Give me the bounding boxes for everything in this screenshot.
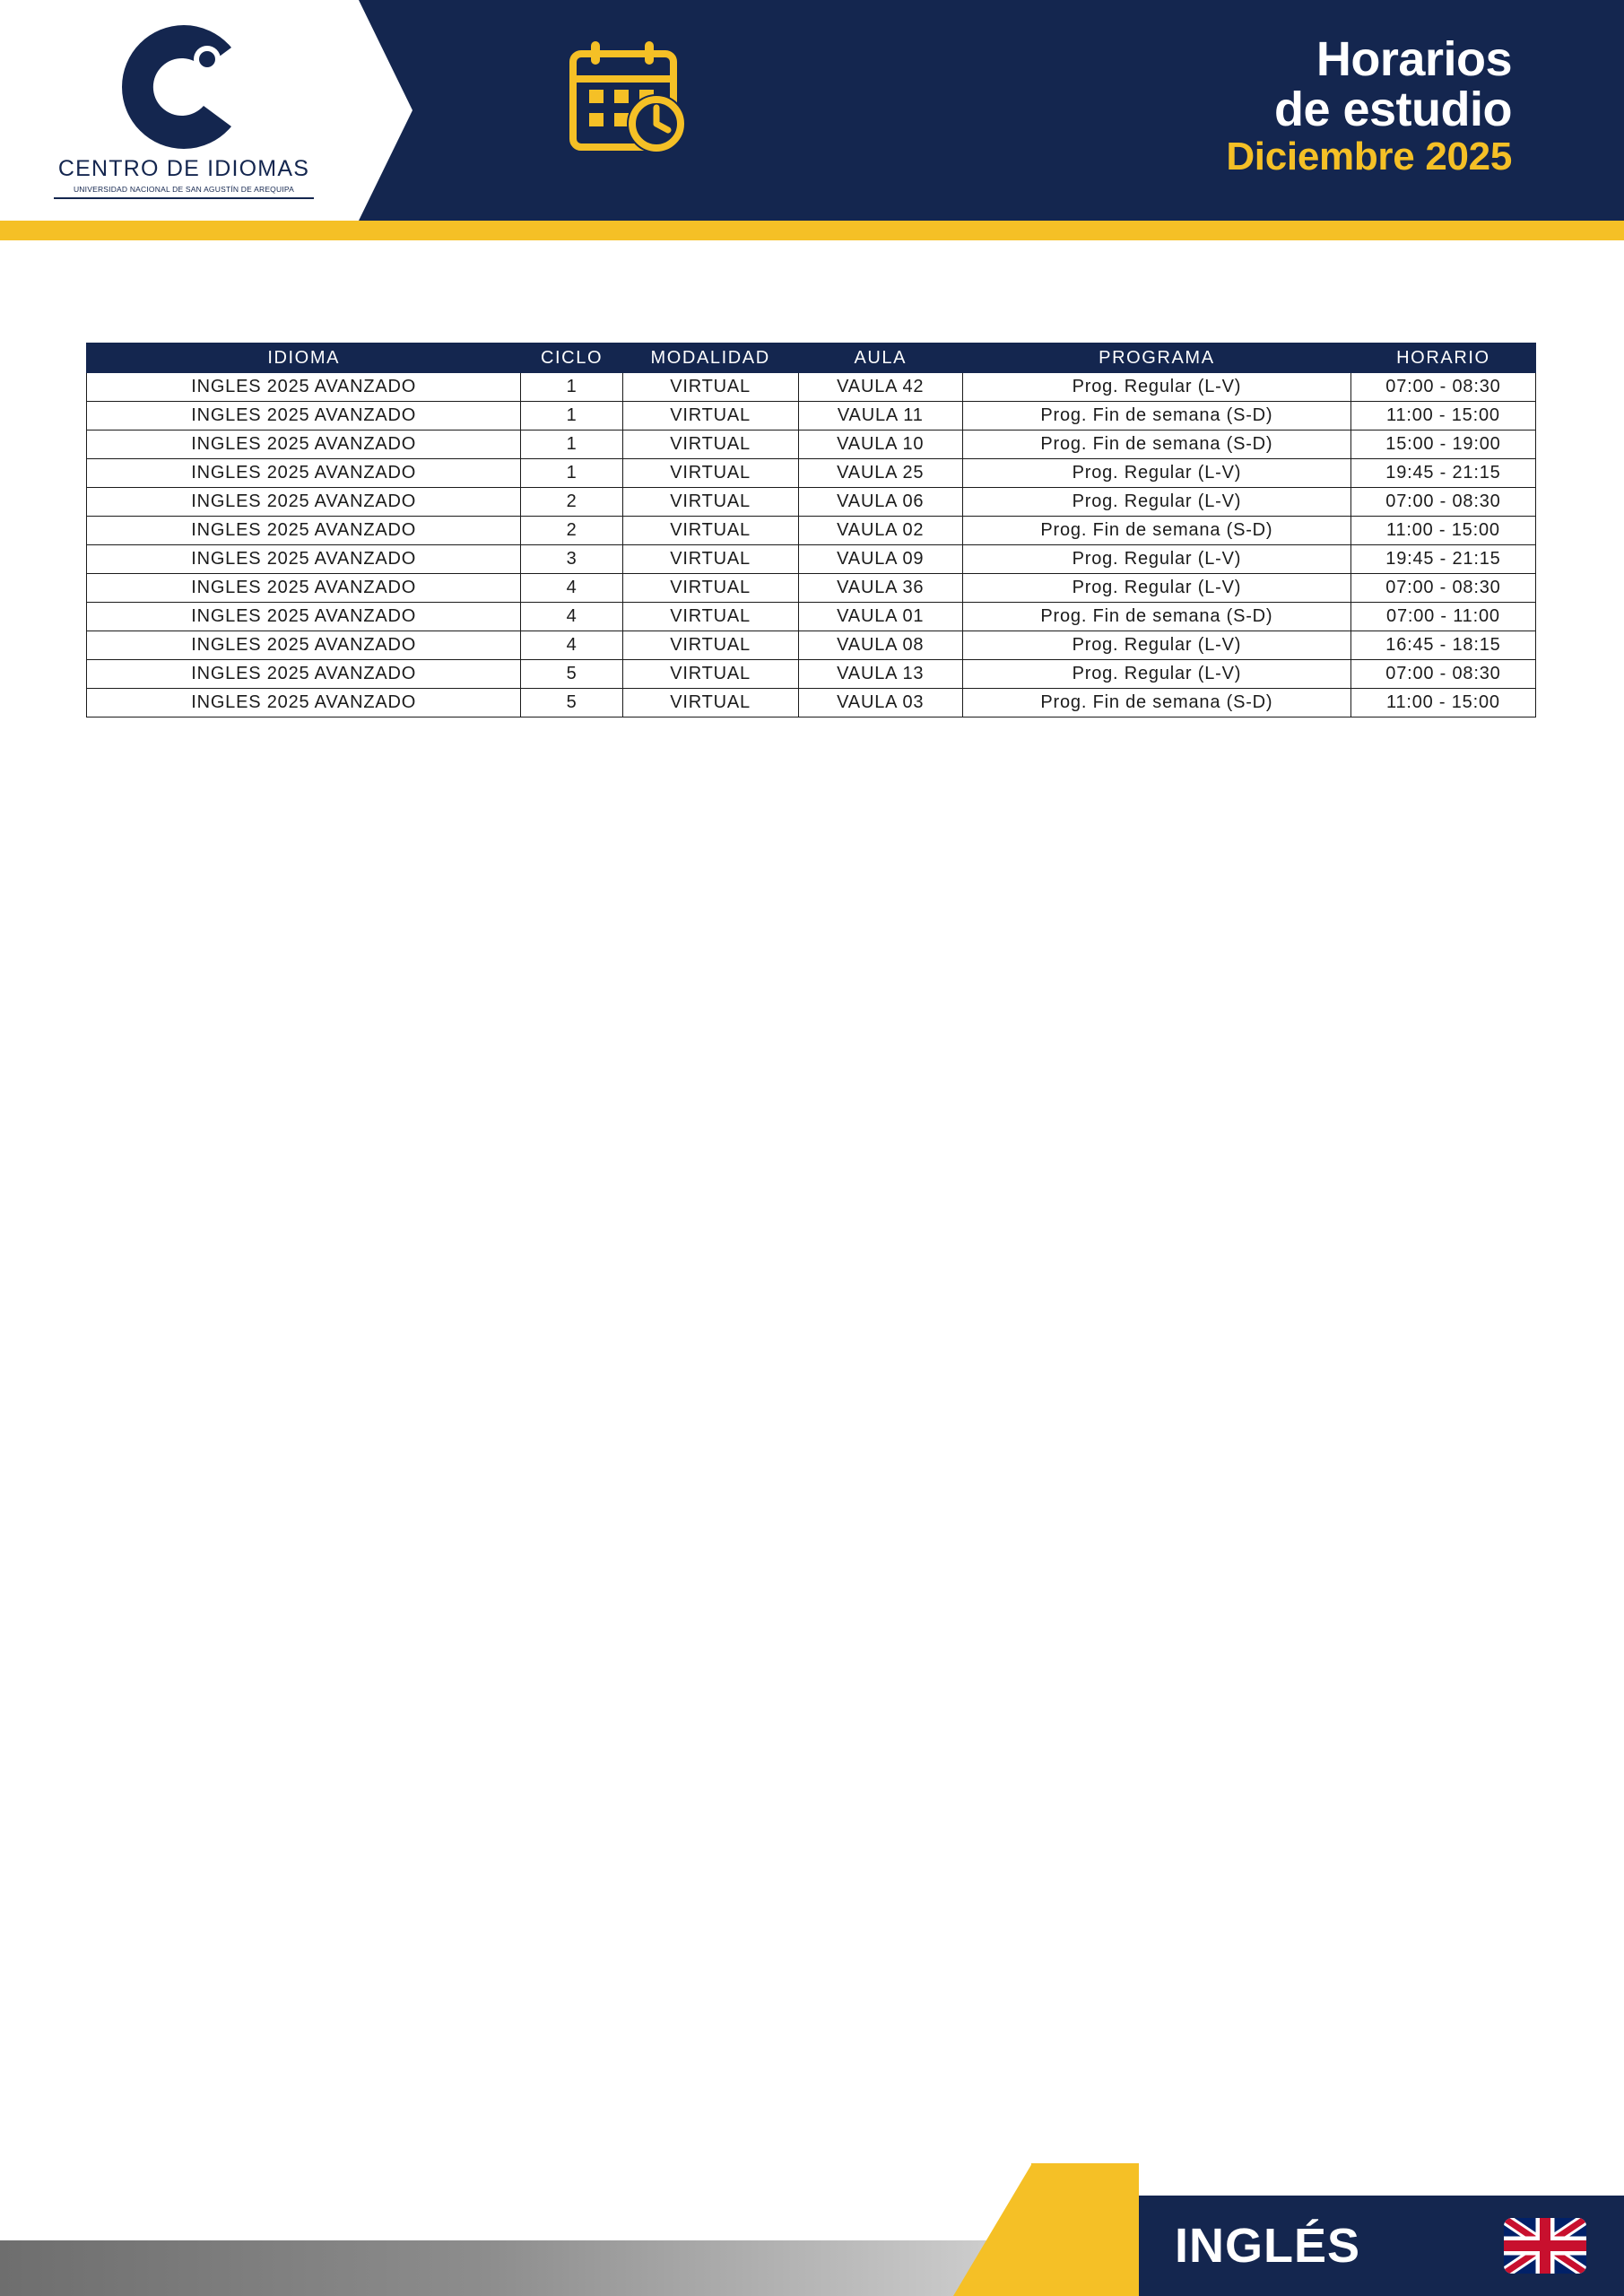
column-header-horario: HORARIO [1350,344,1535,373]
table-row [87,517,1536,545]
footer-language-banner [1139,2196,1624,2296]
cell-modalidad: VIRTUAL [622,459,798,488]
page-header [0,0,1624,240]
cell-programa: Prog. Regular (L-V) [962,459,1350,488]
column-header-modalidad: MODALIDAD [622,344,798,373]
cell-aula: VAULA 36 [798,574,962,603]
cell-idioma: INGLES 2025 AVANZADO [87,430,521,459]
schedule-table-body [87,373,1536,718]
cell-idioma: INGLES 2025 AVANZADO [87,488,521,517]
footer-language-label: INGLÉS [1175,2219,1361,2273]
cell-aula: VAULA 11 [798,402,962,430]
header-title-line1: Horarios [1316,32,1512,86]
cell-programa: Prog. Fin de semana (S-D) [962,603,1350,631]
cell-modalidad: VIRTUAL [622,517,798,545]
cell-horario: 16:45 - 18:15 [1350,631,1535,660]
schedule-table-container [86,343,1536,718]
cell-ciclo: 1 [521,402,622,430]
footer-yellow-arrow [953,2163,1032,2296]
cell-ciclo: 1 [521,373,622,402]
cell-aula: VAULA 02 [798,517,962,545]
table-row [87,459,1536,488]
union-jack-flag-icon [1504,2218,1586,2274]
column-header-ciclo: CICLO [521,344,622,373]
cell-ciclo: 4 [521,603,622,631]
cell-idioma: INGLES 2025 AVANZADO [87,545,521,574]
table-row [87,631,1536,660]
cell-idioma: INGLES 2025 AVANZADO [87,660,521,689]
cell-idioma: INGLES 2025 AVANZADO [87,517,521,545]
table-row [87,373,1536,402]
cell-aula: VAULA 10 [798,430,962,459]
calendar-clock-icon [566,38,696,159]
cell-modalidad: VIRTUAL [622,631,798,660]
cell-aula: VAULA 06 [798,488,962,517]
cell-programa: Prog. Fin de semana (S-D) [962,430,1350,459]
cell-programa: Prog. Fin de semana (S-D) [962,689,1350,718]
cell-horario: 07:00 - 08:30 [1350,574,1535,603]
cell-ciclo: 2 [521,517,622,545]
table-header-row [87,344,1536,373]
cell-aula: VAULA 03 [798,689,962,718]
column-header-programa: PROGRAMA [962,344,1350,373]
cell-modalidad: VIRTUAL [622,430,798,459]
table-row [87,660,1536,689]
cell-programa: Prog. Regular (L-V) [962,488,1350,517]
cell-idioma: INGLES 2025 AVANZADO [87,402,521,430]
cell-horario: 07:00 - 08:30 [1350,660,1535,689]
cell-aula: VAULA 01 [798,603,962,631]
logo-name: CENTRO DE IDIOMAS [57,156,310,181]
cell-programa: Prog. Regular (L-V) [962,574,1350,603]
cell-aula: VAULA 09 [798,545,962,574]
cell-idioma: INGLES 2025 AVANZADO [87,574,521,603]
header-title-group [1226,34,1512,178]
header-title-line2: de estudio [1273,83,1512,137]
cell-modalidad: VIRTUAL [622,545,798,574]
cell-ciclo: 5 [521,660,622,689]
column-header-idioma: IDIOMA [87,344,521,373]
cell-horario: 11:00 - 15:00 [1350,517,1535,545]
table-row [87,488,1536,517]
cell-horario: 15:00 - 19:00 [1350,430,1535,459]
page-footer [0,2163,1624,2296]
cell-programa: Prog. Fin de semana (S-D) [962,517,1350,545]
cell-programa: Prog. Fin de semana (S-D) [962,402,1350,430]
table-row [87,402,1536,430]
header-accent-bar [0,221,1624,240]
cell-horario: 07:00 - 08:30 [1350,488,1535,517]
cell-modalidad: VIRTUAL [622,402,798,430]
cell-idioma: INGLES 2025 AVANZADO [87,689,521,718]
cell-horario: 19:45 - 21:15 [1350,459,1535,488]
cell-ciclo: 1 [521,430,622,459]
cell-ciclo: 3 [521,545,622,574]
centro-de-idiomas-logo-icon [117,20,251,154]
column-header-aula: AULA [798,344,962,373]
header-month-year: Diciembre 2025 [1226,135,1512,179]
cell-ciclo: 2 [521,488,622,517]
cell-horario: 11:00 - 15:00 [1350,402,1535,430]
cell-horario: 19:45 - 21:15 [1350,545,1535,574]
table-row [87,574,1536,603]
table-row [87,689,1536,718]
cell-idioma: INGLES 2025 AVANZADO [87,631,521,660]
cell-modalidad: VIRTUAL [622,603,798,631]
brand-logo [36,20,332,208]
cell-modalidad: VIRTUAL [622,689,798,718]
cell-idioma: INGLES 2025 AVANZADO [87,459,521,488]
cell-aula: VAULA 25 [798,459,962,488]
cell-idioma: INGLES 2025 AVANZADO [87,603,521,631]
cell-ciclo: 1 [521,459,622,488]
cell-modalidad: VIRTUAL [622,373,798,402]
cell-ciclo: 4 [521,574,622,603]
cell-horario: 07:00 - 08:30 [1350,373,1535,402]
cell-programa: Prog. Regular (L-V) [962,631,1350,660]
cell-aula: VAULA 13 [798,660,962,689]
cell-modalidad: VIRTUAL [622,660,798,689]
table-row [87,430,1536,459]
cell-horario: 07:00 - 11:00 [1350,603,1535,631]
cell-ciclo: 4 [521,631,622,660]
cell-programa: Prog. Regular (L-V) [962,373,1350,402]
cell-aula: VAULA 08 [798,631,962,660]
cell-idioma: INGLES 2025 AVANZADO [87,373,521,402]
cell-programa: Prog. Regular (L-V) [962,660,1350,689]
logo-divider [54,197,314,199]
cell-aula: VAULA 42 [798,373,962,402]
cell-programa: Prog. Regular (L-V) [962,545,1350,574]
table-row [87,545,1536,574]
logo-panel-arrow [359,0,413,221]
cell-horario: 11:00 - 15:00 [1350,689,1535,718]
schedule-table [86,343,1536,718]
footer-yellow-block [1031,2163,1139,2296]
cell-ciclo: 5 [521,689,622,718]
cell-modalidad: VIRTUAL [622,574,798,603]
logo-subtitle: UNIVERSIDAD NACIONAL DE SAN AGUSTÍN DE AREQUIPA [73,185,295,194]
table-row [87,603,1536,631]
cell-modalidad: VIRTUAL [622,488,798,517]
